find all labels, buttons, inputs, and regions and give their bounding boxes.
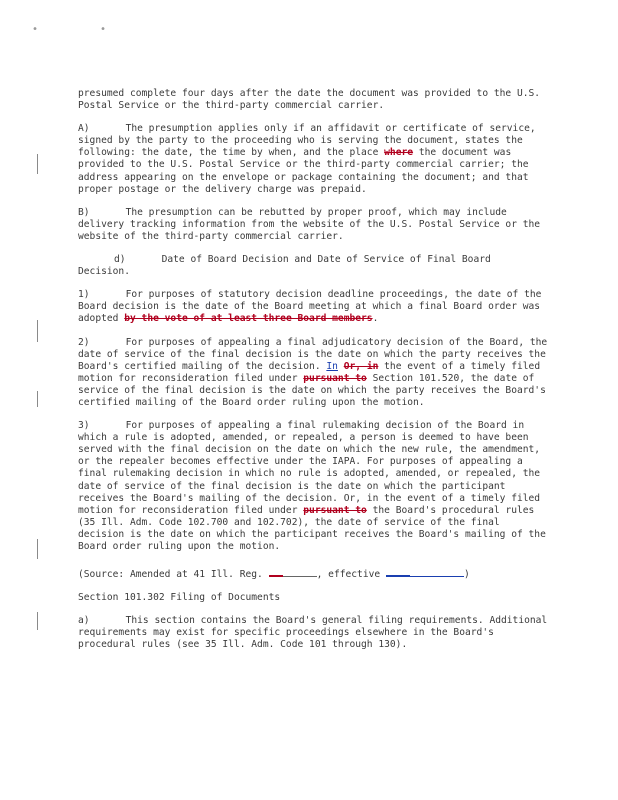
text: For purposes of appealing a final rulemaking decision of the Board in which a rule is adopted, amended, or repealed, a person is deemed to have been served with the final decision on the date on which the new rule, the amendment, or the repealer becomes effective under the IAPA. For purposes of appealing a final rulemaking decision in which no rule is adopted, amended, or repealed, the date of service of the final decision is the date on which the participant receives the Board's mailing of the decision. Or, in the event of a timely filed motion for reconsideration filed under <box>78 420 541 516</box>
change-bar <box>37 612 38 630</box>
text: This section contains the Board's general filing requirements. Additional requirements may exist for specific proceedings elsewhere in the Board's procedural rules (see 35 Ill. Adm. Code 101 through 130). <box>78 615 548 651</box>
inserted-text: In <box>326 360 338 372</box>
section-heading: Section 101.302 Filing of Documents <box>78 592 281 604</box>
blank-field <box>269 575 283 577</box>
item-label: d) <box>114 254 126 266</box>
blank-field <box>410 576 464 577</box>
text: Section 101.520, the date of service of the final decision is the date on which the party receives the Board's certified mailing of the Board order ruling upon the motion. <box>78 372 546 408</box>
item-label: 3) <box>78 420 90 432</box>
text: Date of Board Decision and Date of Service of Final Board Decision. <box>78 254 491 278</box>
text: ) <box>463 569 470 581</box>
paragraph-A <box>78 123 548 196</box>
text: , effective <box>316 569 381 581</box>
paragraph-B <box>78 207 548 243</box>
item-label: B) <box>78 206 90 218</box>
item-label: A) <box>78 123 90 135</box>
text: The presumption applies only if an affidavit or certificate of service, signed by the party to the proceeding who is serving the document, states the following: the date, the time by when, and the place <box>78 123 536 159</box>
item-label: 2) <box>78 336 90 348</box>
change-bar <box>37 320 38 342</box>
text: For purposes of statutory decision deadline proceedings, the date of the Board decision is the date of the Board meeting at which a final Board order was adopted <box>78 289 542 325</box>
paragraph-a <box>78 615 548 651</box>
text: (Source: Amended at 41 Ill. Reg. <box>78 569 263 581</box>
item-label: a) <box>78 615 90 627</box>
text: . <box>372 313 379 325</box>
paragraph-1 <box>78 289 548 325</box>
paragraph-3 <box>78 420 548 553</box>
deleted-text: Or, in <box>343 360 379 372</box>
paragraph-continuation: presumed complete four days after the date the document was provided to the U.S. Postal Service or the third-party commercial carrier. <box>78 88 541 112</box>
text: the Board's procedural rules (35 Ill. Adm. Code 102.700 and 102.702), the date of service of the final decision is the date on which the participant receives the Board's mailing of the Board order ruling upon the motion. <box>78 504 546 552</box>
text: the event of a timely filed motion for reconsideration filed under <box>78 360 541 384</box>
change-bar <box>37 154 38 174</box>
item-label: 1) <box>78 289 90 301</box>
blank-field <box>283 576 317 577</box>
text: The presumption can be rebutted by proper proof, which may include delivery tracking information from the website of the U.S. Postal Service or the website of the third-party commercial carrier. <box>78 206 541 242</box>
deleted-text: pursuant to <box>303 372 367 384</box>
deleted-text: by the vote of at least three Board members <box>124 313 373 325</box>
change-bar <box>37 539 38 559</box>
text: For purposes of appealing a final adjudicatory decision of the Board, the date of service of the final decision is the date on which the party receives the Board's certified mailing of the decision. <box>78 336 548 372</box>
paragraph-2 <box>78 337 548 410</box>
text: the document was provided to the U.S. Postal Service or the third-party commercial carrier; the address appearing on the envelope or package containing the document; and that proper postage or the delivery charge was prepaid. <box>78 147 529 195</box>
blank-field <box>386 575 410 577</box>
subsection-d-heading <box>78 254 548 278</box>
deleted-text: where <box>384 147 414 159</box>
change-bar <box>37 391 38 407</box>
document-body <box>78 88 548 663</box>
deleted-text: pursuant to <box>303 504 367 516</box>
source-note <box>78 569 548 581</box>
header-marks: • • <box>32 24 135 35</box>
